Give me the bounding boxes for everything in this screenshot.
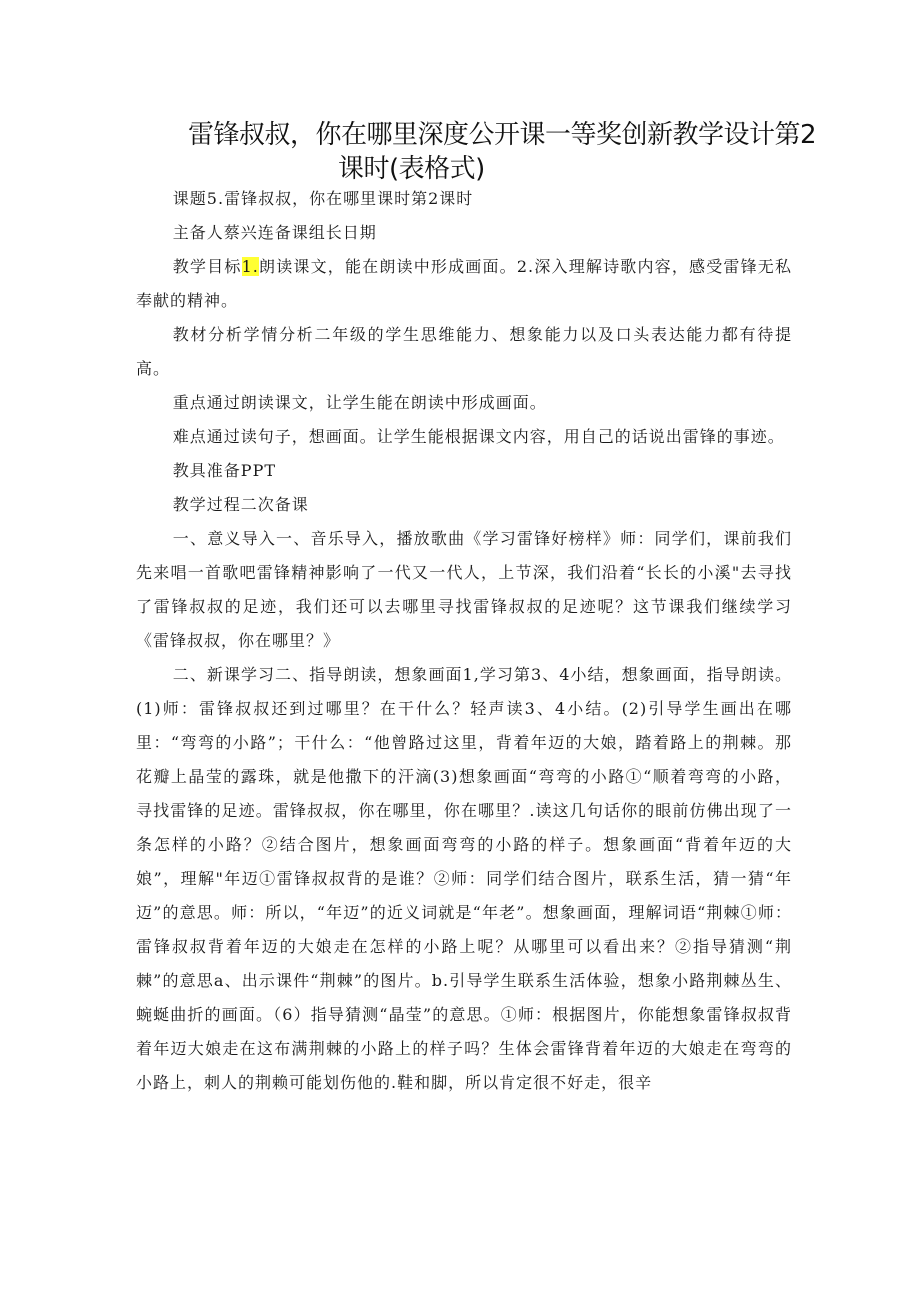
teaching-goals (136, 250, 792, 318)
teaching-aids: 教具准备PPT (172, 461, 277, 480)
title-line-1: 雷锋叔叔，你在哪里深度公开课一等奖创新教学设计第2 (188, 120, 817, 150)
teaching-process-heading: 教学过程二次备课 (172, 495, 309, 514)
material-analysis: 教材分析学情分析二年级的学生思维能力、想象能力以及口头表达能力都有待提高。 (136, 325, 792, 378)
document-title (150, 118, 817, 186)
lesson-topic: 课题5.雷锋叔叔，你在哪里课时第2课时 (172, 189, 474, 208)
new-lesson-section: 二、新课学习二、指导朗读，想象画面1,学习第3、4小结，想象画面，指导朗读。(1)师：雷锋叔叔还到过哪里？在干什么？轻声读3、4小结。(2)引导学生画出在哪里：“弯弯的小路”；干什么：“他曾路过这里，背着年迈的大娘，踏着路上的荆棘。那花瓣上晶莹的露珠，就是他撒下的汗滴(3)想象画面“弯弯的小路①“顺着弯弯的小路，寻找雷锋的足迹。雷锋叔叔，你在哪里，你在哪里？.读这几句话你的眼前仿佛出现了一条怎样的小路？②结合图片，想象画面弯弯的小路的样子。想象画面“背着年迈的大娘”，理解"年迈①雷锋叔叔背的是谁？②师：同学们结合图片，联系生活，猜一猜“年迈”的意思。师：所以，“年迈”的近义词就是“年老”。想象画面，理解词语“荆棘①师：雷锋叔叔背着年迈的大娘走在怎样的小路上呢？从哪里可以看出来？②指导猜测“荆棘”的意思a、出示课件“荆棘”的图片。b.引导学生联系生活体验，想象小路荆棘丛生、蜿蜒曲折的画面。（6）指导猜测“晶莹”的意思。①师：根据图片，你能想象雷锋叔叔背着年迈大娘走在这布满荆棘的小路上的样子吗？生体会雷锋背着年迈的大娘走在弯弯的小路上，刺人的荆赖可能划伤他的.鞋和脚，所以肯定很不好走，很辛 (136, 665, 792, 1092)
key-points: 重点通过朗读课文，让学生能在朗读中形成画面。 (172, 393, 547, 412)
introduction-section: 一、意义导入一、音乐导入，播放歌曲《学习雷锋好榜样》师：同学们，课前我们先来唱一首歌吧雷锋精神影响了一代又一代人，上节深，我们沿着“长长的小溪"去寻找了雷锋叔叔的足迹，我们还可以去哪里寻找雷锋叔叔的足迹呢？这节课我们继续学习《雷锋叔叔，你在哪里？》 (136, 529, 792, 650)
difficult-points: 难点通过读句子，想画面。让学生能根据课文内容，用自己的话说出雷锋的事迹。 (172, 427, 785, 446)
document-body (136, 182, 792, 1100)
highlighted-number: 1. (241, 257, 259, 276)
teaching-goals-label: 教学目标 (172, 257, 242, 276)
preparer-info: 主备人蔡兴连备课组长日期 (172, 223, 377, 242)
title-line-2: 课时(表格式) (338, 154, 485, 184)
teaching-goals-text: 朗读课文，能在朗读中形成画面。2.深入理解诗歌内容，感受雷锋无私奉献的精神。 (136, 257, 792, 310)
